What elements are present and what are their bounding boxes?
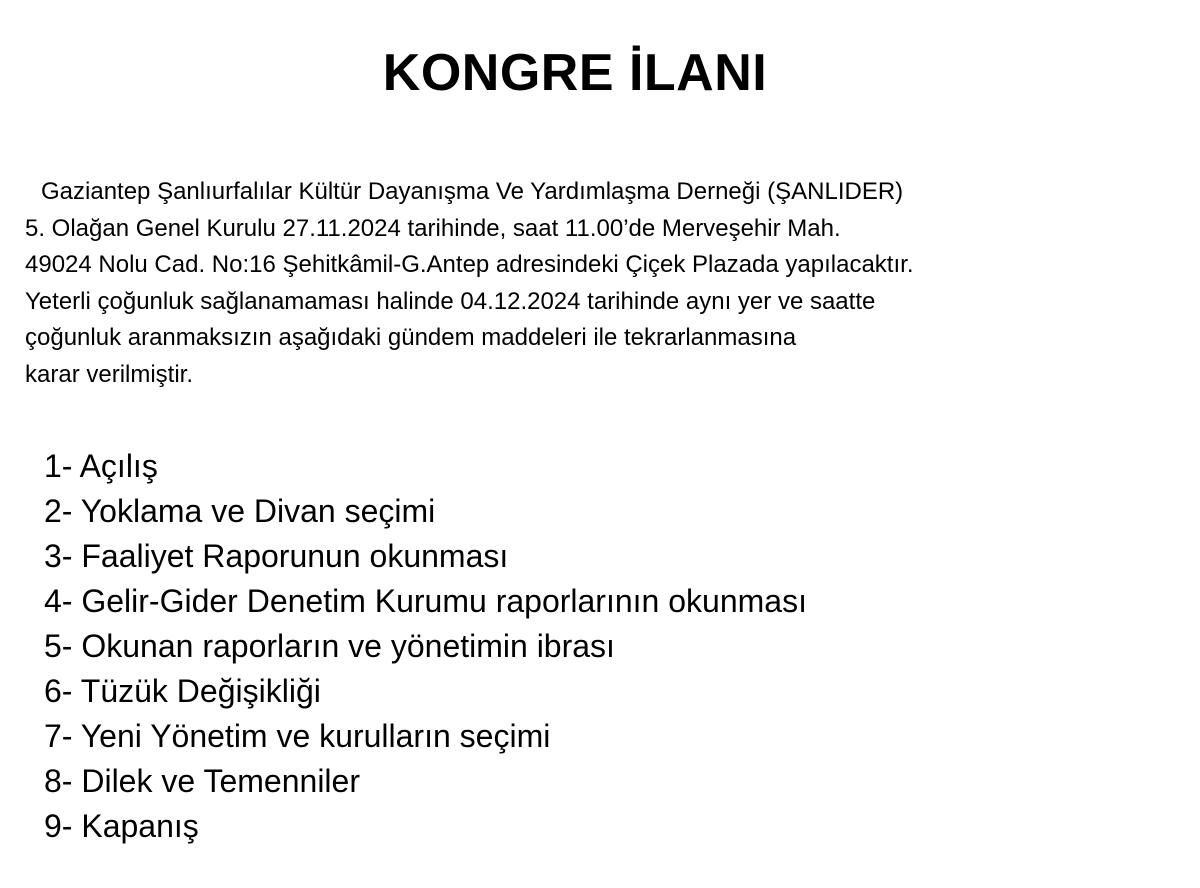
agenda-item: 4- Gelir-Gider Denetim Kurumu raporlarının okunması <box>44 583 807 619</box>
body-line: Gaziantep Şanlıurfalılar Kültür Dayanışma Ve Yardımlaşma Derneği (ŞANLIDER) <box>41 178 904 205</box>
agenda-item: 8- Dilek ve Temenniler <box>44 763 360 799</box>
body-line: çoğunluk aranmaksızın aşağıdaki gündem maddeleri ile tekrarlanmasına <box>25 324 797 351</box>
agenda-item: 3- Faaliyet Raporunun okunması <box>44 538 509 574</box>
page-title: KONGRE İLANI <box>382 44 768 102</box>
agenda-item: 1- Açılış <box>44 448 158 484</box>
body-line: 49024 Nolu Cad. No:16 Şehitkâmil-G.Antep adresindeki Çiçek Plazada yapılacaktır. <box>25 251 914 278</box>
body-line: 5. Olağan Genel Kurulu 27.11.2024 tarihinde, saat 11.00’de Merveşehir Mah. <box>25 214 841 242</box>
agenda-item: 2- Yoklama ve Divan seçimi <box>44 493 436 529</box>
agenda-list <box>44 444 807 849</box>
body-line: Yeterli çoğunluk sağlanamaması halinde 04.12.2024 tarihinde aynı yer ve saatte <box>25 287 876 315</box>
agenda-item: 6- Tüzük Değişikliği <box>44 673 321 709</box>
announcement-body <box>25 174 1195 393</box>
agenda-item: 5- Okunan raporların ve yönetimin ibrası <box>44 628 615 664</box>
body-line: karar verilmiştir. <box>25 360 194 388</box>
agenda-item: 9- Kapanış <box>44 808 199 844</box>
agenda-item: 7- Yeni Yönetim ve kurulların seçimi <box>44 718 551 754</box>
